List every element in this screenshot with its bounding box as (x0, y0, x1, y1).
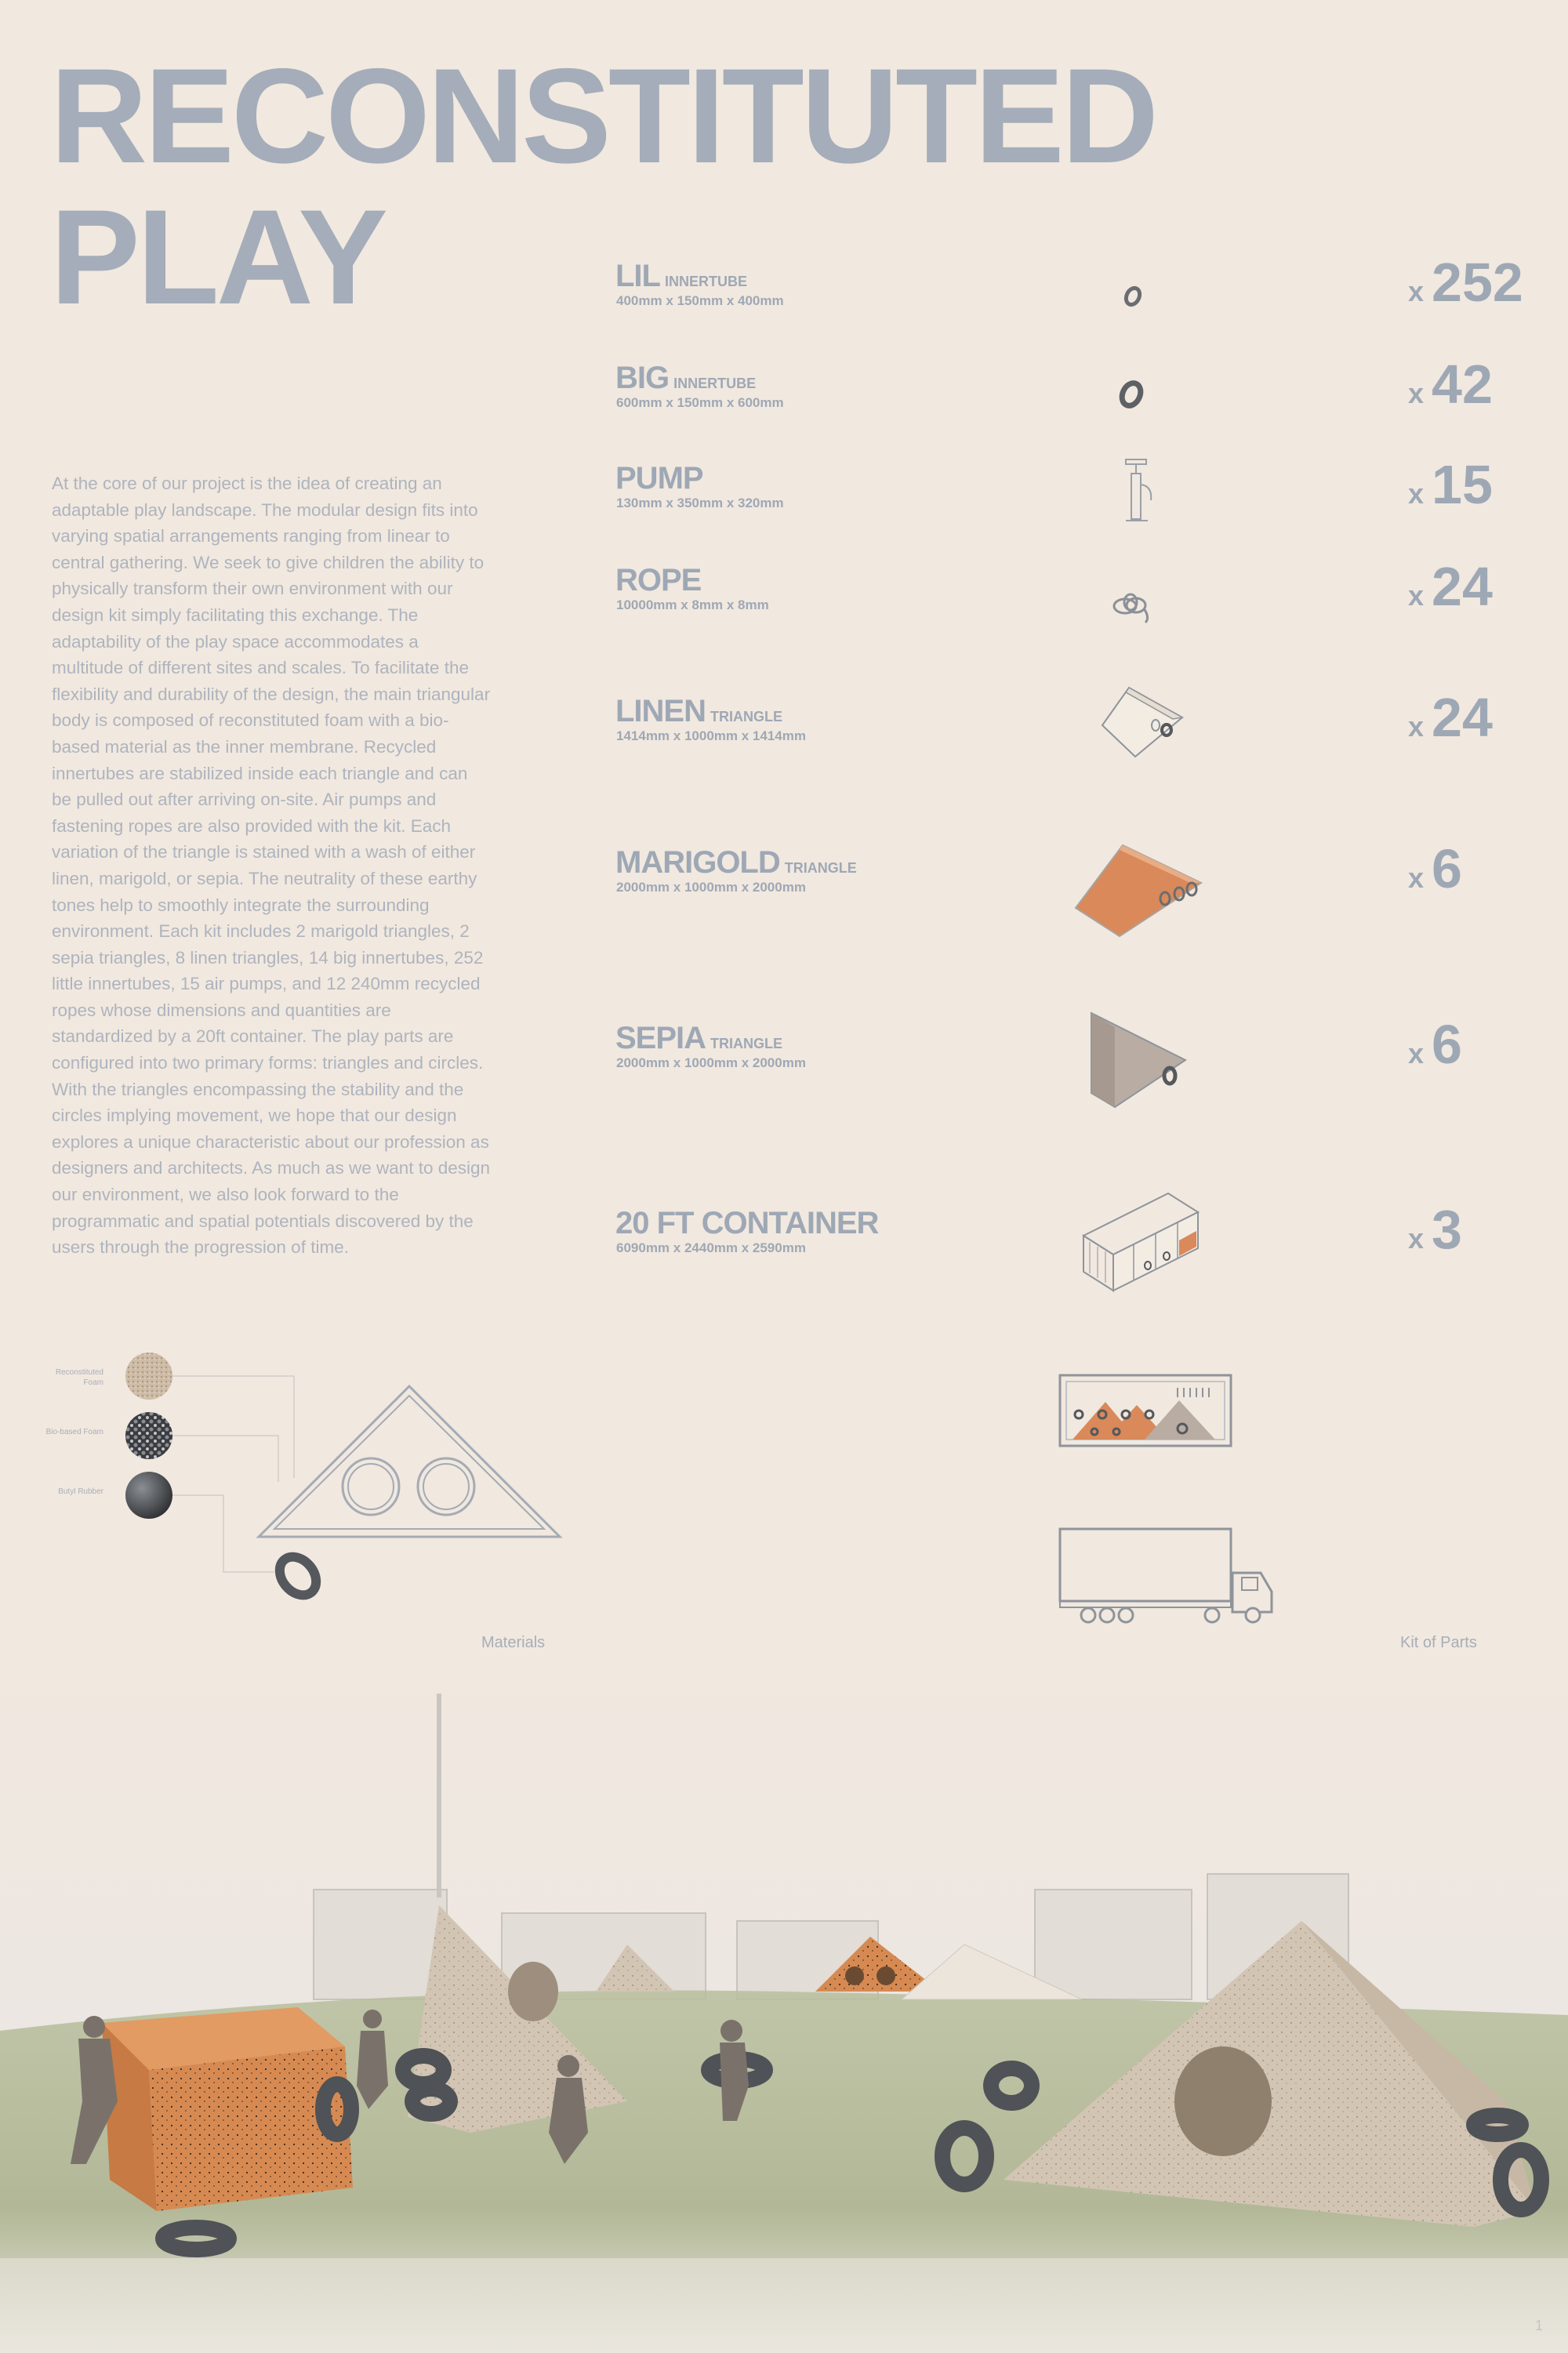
marigold-triangle-icon (1073, 834, 1206, 944)
sepia-triangle-icon (1087, 1007, 1196, 1117)
material-label: Butyl Rubber (58, 1487, 103, 1496)
part-dimensions: 2000mm x 1000mm x 2000mm (616, 1055, 806, 1070)
part-quantity: x 6 (1408, 1014, 1462, 1075)
linen-triangle-icon (1080, 680, 1190, 766)
part-quantity: x 24 (1408, 687, 1493, 748)
part-name: ROPE (615, 563, 702, 597)
part-quantity: x 252 (1408, 252, 1523, 313)
title-line-2: PLAY (50, 182, 385, 332)
part-quantity: x 6 (1408, 838, 1462, 899)
ring-icon (1112, 375, 1151, 414)
part-quantity: x 24 (1408, 556, 1493, 617)
part-name: SEPIA TRIANGLE (615, 1021, 783, 1055)
part-dimensions: 130mm x 350mm x 320mm (616, 496, 784, 510)
pump-icon (1115, 453, 1162, 532)
material-label: Reconstituted Foam (55, 1368, 103, 1387)
part-dimensions: 400mm x 150mm x 400mm (616, 293, 784, 308)
title-line-1: RECONSTITUTED (50, 41, 1156, 191)
part-dimensions: 10000mm x 8mm x 8mm (616, 597, 769, 612)
part-row-linen-triangle (0, 687, 1568, 812)
part-row-marigold-triangle (0, 838, 1568, 963)
triangle-section-diagram (259, 1386, 560, 1537)
truck-icon (1058, 1526, 1278, 1628)
part-row-sepia-triangle (0, 1014, 1568, 1138)
intro-paragraph: At the core of our project is the idea of creating an adaptable play landscape. The modular design fits into varying spatial arrangements ranging from linear to central gathering. We seek to give children the ability to physically transform their own environment with our design kit simply facilitating this exchange. The adaptability of the play space accommodates a multitude of different sites and scales. To facilitate the flexibility and durability of the design, the main triangular body is composed of reconstituted foam with a bio-based material as the inner membrane. Recycled innertubes are stabilized inside each triangle and can be pulled out after arriving on-site. Air pumps and fastening ropes are also provided with the kit. Each variation of the triangle is stained with a wash of either linen, marigold, or sepia. The neutrality of these earthy tones help to smoothly integrate the surrounding environment. Each kit includes 2 marigold triangles, 2 sepia triangles, 8 linen triangles, 14 big innertubes, 252 little innertubes, 15 air pumps, and 12 240mm recycled ropes whose dimensions and quantities are standardized by a 20ft container. The play parts are configured into two primary forms: triangles and circles. With the triangles encompassing the stability and the circles implying movement, we hope that our design explores a unique characteristic about our profession as designers and architects. As much as we want to design our environment, we also look forward to the programmatic and spatial potentials discovered by the users through the progression of time. (52, 474, 491, 1258)
part-name: BIG INNERTUBE (615, 361, 757, 395)
rope-icon (1102, 586, 1164, 626)
container-icon (1079, 1187, 1204, 1297)
part-dimensions: 1414mm x 1000mm x 1414mm (616, 728, 806, 743)
material-label: Bio-based Foam (45, 1428, 103, 1436)
part-row-pump (0, 454, 1568, 579)
part-row-20ft-container (0, 1199, 1568, 1324)
part-dimensions: 600mm x 150mm x 600mm (616, 395, 784, 410)
part-dimensions: 2000mm x 1000mm x 2000mm (616, 880, 806, 895)
butyl-rubber-swatch-icon (125, 1472, 172, 1519)
small-ring-icon (1113, 281, 1152, 312)
playground-scene-illustration (0, 1662, 1568, 2353)
container-layout-icon (1058, 1374, 1234, 1449)
part-quantity: x 15 (1408, 454, 1493, 515)
part-row-rope (0, 556, 1568, 681)
part-dimensions: 6090mm x 2440mm x 2590mm (616, 1240, 806, 1255)
innertube-icon (272, 1549, 323, 1602)
page-number: 1 (1534, 2318, 1543, 2333)
part-name: LINEN TRIANGLE (615, 694, 782, 728)
kit-of-parts-caption: Kit of Parts (1400, 1634, 1477, 1651)
part-name: PUMP (615, 461, 703, 496)
part-quantity: x 42 (1408, 354, 1493, 415)
reconstituted-foam-swatch-icon (125, 1353, 172, 1400)
part-name: LIL INNERTUBE (615, 259, 747, 293)
part-name: 20 FT CONTAINER (615, 1206, 879, 1240)
part-name: MARIGOLD TRIANGLE (615, 845, 857, 880)
materials-caption: Materials (481, 1634, 546, 1651)
part-quantity: x 3 (1408, 1199, 1462, 1260)
bio-based-foam-swatch-icon (125, 1412, 172, 1459)
